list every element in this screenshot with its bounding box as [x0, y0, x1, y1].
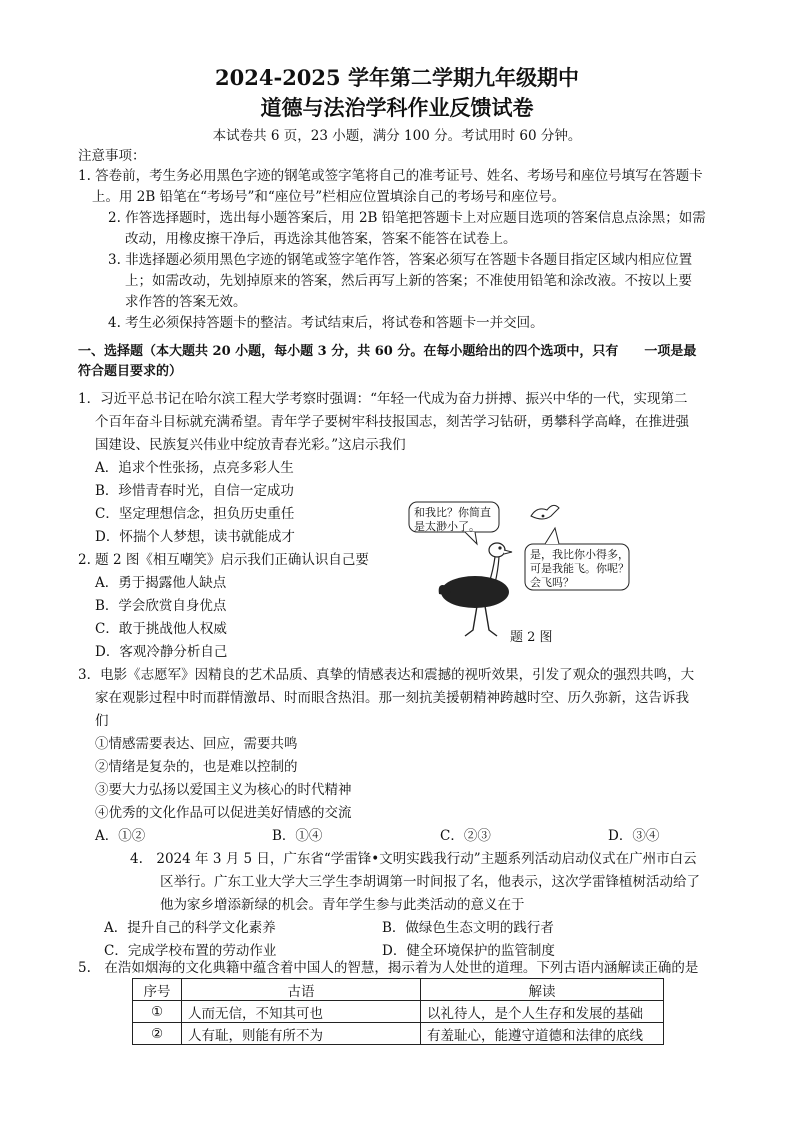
figure-caption: 题 2 图	[510, 630, 553, 645]
q5-table	[132, 978, 664, 1045]
q3-option-a: A．①②	[95, 828, 146, 844]
exam-subtitle: 本试卷共 6 页，23 小题，满分 100 分。考试用时 60 分钟。	[212, 128, 582, 144]
bubble-right-line: 是，我比你小得多，	[530, 548, 629, 561]
section-heading: 一、选择题（本大题共 20 小题，每小题 3 分，共 60 分。在每小题给出的四个选项中，只有 一项是最	[78, 344, 697, 359]
exam-title-line1: 2024-2025 学年第二学期九年级期中	[215, 65, 579, 90]
table-header-row	[133, 979, 664, 1001]
q3-option-c: C．②③	[440, 828, 491, 844]
q1-option-c: C．坚定理想信念，担负历史重任	[95, 506, 295, 522]
q1-stem: 国建设、民族复兴伟业中绽放青春光彩。”这启示我们	[95, 437, 406, 453]
q3-option-b: B．①④	[272, 828, 323, 844]
table-row	[133, 1023, 664, 1045]
q3-item: ④优秀的文化作品可以促进美好情感的交流	[95, 805, 352, 821]
row-index: ②	[133, 1023, 182, 1045]
bubble-left-line: 和我比？你简直	[414, 506, 491, 519]
q3-stem: 3．电影《志愿军》因精良的艺术品质、真挚的情感表达和震撼的视听效果，引发了观众的强烈共鸣，大	[78, 667, 695, 683]
q3-item: ②情绪是复杂的，也是难以控制的	[95, 759, 298, 775]
notice-line: 2. 作答选择题时，选出每小题答案后，用 2B 铅笔把答题卡上对应题目选项的答案信息点涂黑；如需	[108, 210, 706, 226]
notice-line: 1. 答卷前，考生务必用黑色字迹的钢笔或签字笔将自己的准考证号、姓名、考场号和座位号填写在答题卡	[78, 168, 703, 184]
col-header-interpretation: 解读	[421, 979, 664, 1001]
q3-stem: 们	[95, 713, 109, 729]
q4-stem: 4. 2024 年 3 月 5 日，广东省“学雷锋•文明实践我行动”主题系列活动启动仪式在广州市白云	[130, 851, 697, 867]
q1-option-b: B．珍惜青春时光，自信一定成功	[95, 483, 294, 499]
q1-option-d: D．怀揣个人梦想，读书就能成才	[95, 529, 295, 545]
col-header-index: 序号	[133, 979, 182, 1001]
notice-line: 求作答的答案无效。	[125, 294, 247, 310]
table-row	[133, 1001, 664, 1023]
notice-line: 上；如需改动，先划掉原来的答案，然后再写上新的答案；不准使用铅笔和涂改液。不按以上要	[125, 273, 692, 289]
q4-stem: 他为家乡增添新绿的机会。青年学生参与此类活动的意义在于	[160, 897, 525, 913]
bubble-left-line: 是太渺小了。	[414, 520, 480, 533]
exam-title-line2: 道德与法治学科作业反馈试卷	[260, 95, 534, 120]
q5-stem: 5. 在浩如烟海的文化典籍中蕴含着中国人的智慧，揭示着为人处世的道理。下列古语内涵解读正确的是	[78, 960, 699, 976]
col-header-saying: 古语	[182, 979, 421, 1001]
row-interpretation: 有羞耻心，能遵守道德和法律的底线	[421, 1023, 664, 1045]
q4-option-c: C．完成学校布置的劳动作业	[104, 943, 277, 959]
q4-option-b: B．做绿色生态文明的践行者	[382, 920, 554, 936]
q3-item: ①情感需要表达、回应，需要共鸣	[95, 736, 298, 752]
section-heading-cont: 符合题目要求的）	[78, 364, 183, 379]
q2-option-b: B．学会欣赏自身优点	[95, 598, 227, 614]
notice-line: 改动，用橡皮擦干净后，再选涂其他答案，答案不能答在试卷上。	[125, 231, 517, 247]
q2-option-d: D．客观冷静分析自己	[95, 644, 228, 660]
q2-option-a: A．勇于揭露他人缺点	[95, 575, 227, 591]
notice-line: 4. 考生必须保持答题卡的整洁。考试结束后，将试卷和答题卡一并交回。	[108, 315, 544, 331]
row-saying: 人而无信，不知其可也	[182, 1001, 421, 1023]
q4-stem: 区举行。广东工业大学大三学生李胡调第一时间报了名，他表示，这次学雷锋植树活动给了	[160, 874, 700, 890]
q2-option-c: C．敢于挑战他人权威	[95, 621, 227, 637]
row-index: ①	[133, 1001, 182, 1023]
q3-stem: 家在观影过程中时而群情激昂、时而眼含热泪。那一刻抗美援朝精神跨越时空、历久弥新，这告诉我	[95, 690, 689, 706]
q1-option-a: A．追求个性张扬，点亮多彩人生	[95, 460, 294, 476]
q1-stem: 1．习近平总书记在哈尔滨工程大学考察时强调：“年轻一代成为奋力拼搏、振兴中华的一代，实现第二	[78, 391, 688, 407]
q3-item: ③要大力弘扬以爱国主义为核心的时代精神	[95, 782, 352, 798]
q4-option-d: D．健全环境保护的监管制度	[382, 943, 555, 959]
row-interpretation: 以礼待人，是个人生存和发展的基础	[421, 1001, 664, 1023]
q1-stem: 个百年奋斗目标就充满希望。青年学子要树牢科技报国志，刻苦学习钻研，勇攀科学高峰，在推进强	[95, 414, 689, 430]
bubble-right-line: 会飞吗？	[530, 576, 574, 589]
q4-option-a: A．提升自己的科学文化素养	[104, 920, 276, 936]
notice-line: 上。用 2B 铅笔在“考场号”和“座位号”栏相应位置填涂自己的考场号和座位号。	[92, 189, 566, 205]
notice-line: 3. 非选择题必须用黑色字迹的钢笔或签字笔作答，答案必须写在答题卡各题目指定区域内相应位置	[108, 252, 693, 268]
q3-option-d: D．③④	[608, 828, 660, 844]
notice-heading: 注意事项：	[78, 148, 146, 164]
bubble-right-line: 可是我能飞。你呢？	[530, 562, 629, 575]
row-saying: 人有耻，则能有所不为	[182, 1023, 421, 1045]
q2-stem: 2. 题 2 图《相互嘲笑》启示我们正确认识自己要	[78, 552, 369, 568]
